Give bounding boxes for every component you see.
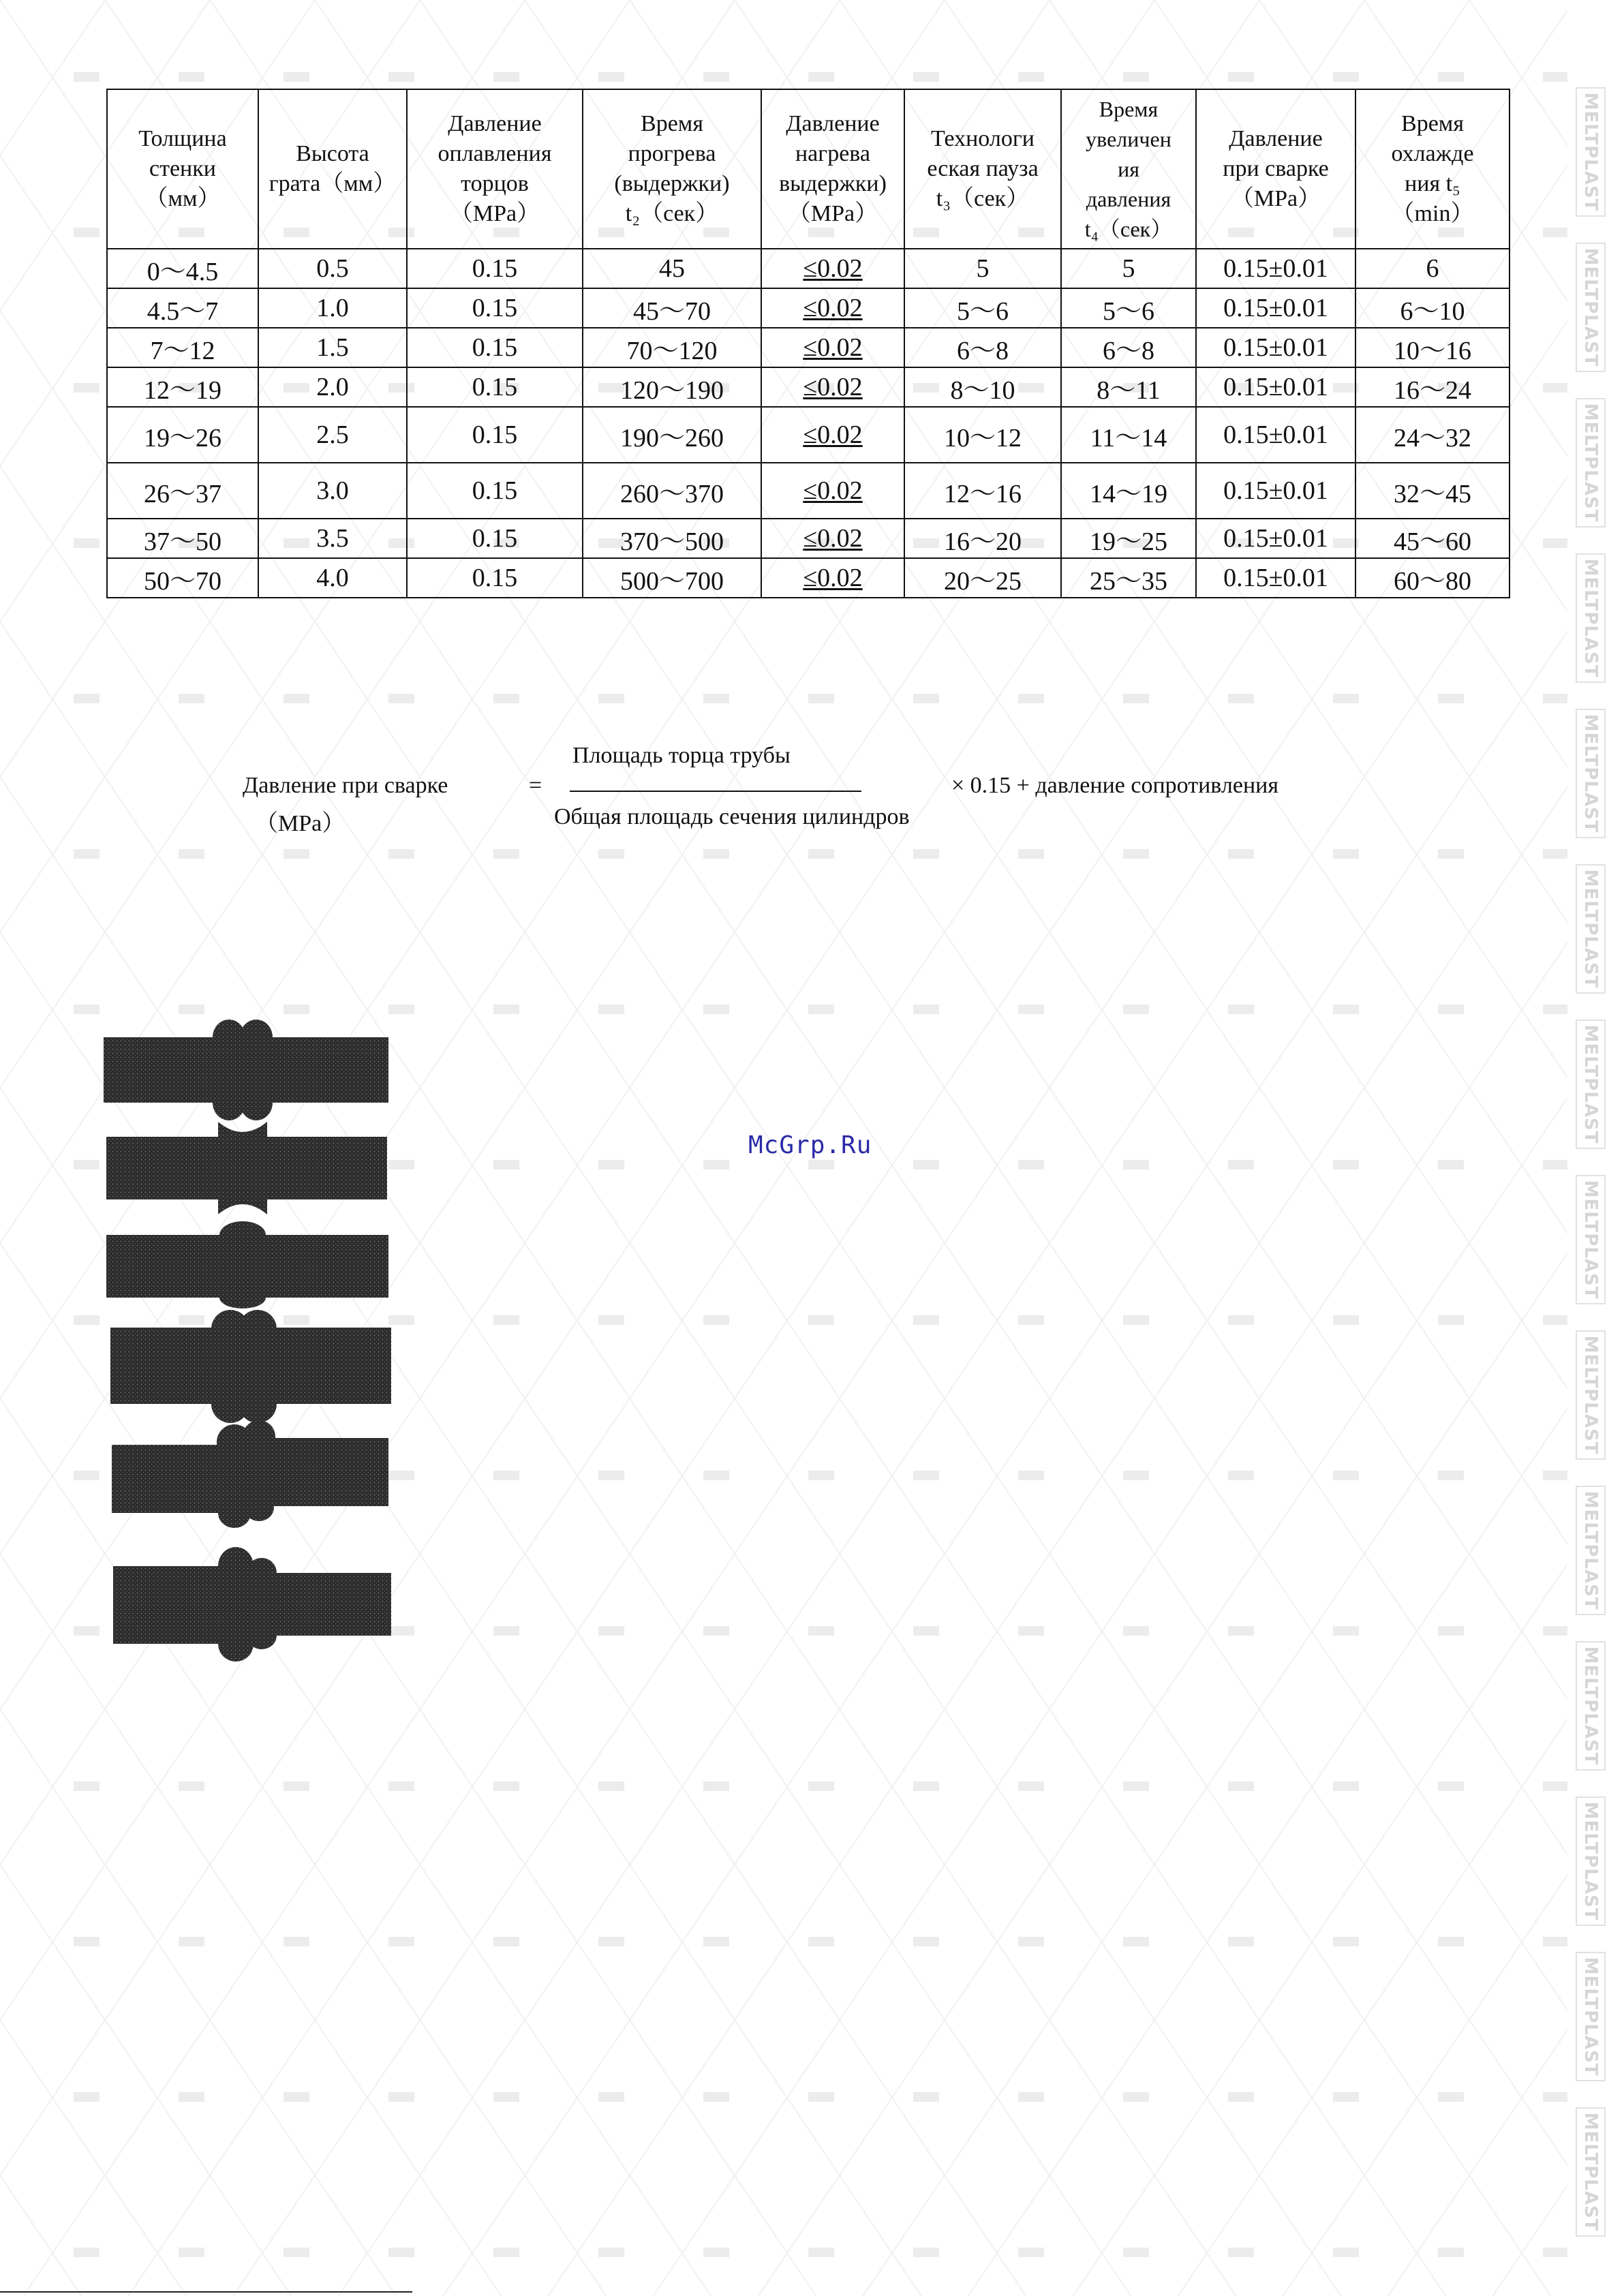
brand-watermark — [1576, 2107, 1606, 2237]
brand-watermark — [1576, 1641, 1606, 1771]
brand-watermark — [1576, 1796, 1606, 1926]
table-cell: ≤0.02 — [761, 519, 904, 558]
table-cell: 500～700 — [583, 558, 761, 598]
table-cell: ≤0.02 — [761, 558, 904, 598]
brand-watermark — [1576, 709, 1606, 838]
table-cell: 2.0 — [258, 367, 407, 407]
table-cell: 19～25 — [1061, 519, 1196, 558]
table-row — [107, 407, 1510, 463]
brand-watermark-text: MELTPLAST — [1580, 1024, 1601, 1144]
table-cell: 3.0 — [258, 463, 407, 519]
header-pressure-buildup-time — [1061, 89, 1196, 249]
header-line: нагрева — [795, 141, 871, 166]
brand-watermark-text: MELTPLAST — [1580, 403, 1601, 523]
header-cooling-time — [1355, 89, 1510, 249]
joint-figure-offset-bead — [112, 1420, 388, 1528]
table-cell: 10～16 — [1355, 328, 1510, 367]
table-cell: 6 — [1355, 249, 1510, 288]
formula-lhs: Давление при сварке — [243, 773, 448, 798]
table-cell: ≤0.02 — [761, 407, 904, 463]
table-cell: 20～25 — [904, 558, 1061, 598]
header-line: (выдержки) — [614, 171, 730, 196]
header-line: （MPa） — [449, 201, 540, 226]
table-cell: 25～35 — [1061, 558, 1196, 598]
header-line: при сварке — [1223, 156, 1329, 181]
table-cell: 0.15 — [407, 407, 583, 463]
table-cell: 70～120 — [583, 328, 761, 367]
header-heating-time — [583, 89, 761, 249]
brand-watermark-text: MELTPLAST — [1580, 1646, 1601, 1766]
table-row — [107, 463, 1510, 519]
header-line: давления — [1086, 187, 1171, 211]
formula-fraction-bar — [570, 791, 861, 792]
table-cell: 0.15 — [407, 367, 583, 407]
header-line: увеличен — [1086, 127, 1171, 151]
table-cell: 0.15±0.01 — [1196, 288, 1355, 328]
table-cell: ≤0.02 — [761, 367, 904, 407]
header-line: Время — [1401, 111, 1464, 136]
table-cell: 8～10 — [904, 367, 1061, 407]
formula-lhs-unit: （MPa） — [255, 811, 346, 836]
brand-watermark-text: MELTPLAST — [1580, 247, 1601, 367]
formula-equals: = — [529, 773, 542, 798]
header-line: прогрева — [628, 141, 716, 166]
header-line: Давление — [1229, 126, 1323, 151]
table-cell: 6～8 — [1061, 328, 1196, 367]
table-cell: 37～50 — [107, 519, 258, 558]
table-cell: 19～26 — [107, 407, 258, 463]
header-line: грата（мм） — [269, 171, 397, 196]
table-cell: 8～11 — [1061, 367, 1196, 407]
table-cell: 0.15 — [407, 288, 583, 328]
table-cell: 16～20 — [904, 519, 1061, 558]
table-row — [107, 519, 1510, 558]
table-cell: 190～260 — [583, 407, 761, 463]
header-line: выдержки) — [779, 171, 887, 196]
table-cell: 0.15±0.01 — [1196, 407, 1355, 463]
header-line: Давление — [448, 111, 542, 136]
table-cell: 26～37 — [107, 463, 258, 519]
header-line: t₂（сек） — [625, 201, 719, 226]
header-line: Время — [1099, 97, 1159, 121]
table-cell: 0.15 — [407, 249, 583, 288]
table-cell: 5～6 — [904, 288, 1061, 328]
joint-figure-notched — [106, 1122, 387, 1214]
header-melt-pressure — [407, 89, 583, 249]
table-cell: ≤0.02 — [761, 328, 904, 367]
table-cell: 0.15 — [407, 558, 583, 598]
formula-denominator: Общая площадь сечения цилиндров — [554, 804, 910, 829]
joint-figure-undersized-bead — [106, 1221, 388, 1308]
brand-watermark — [1576, 398, 1606, 527]
table-cell: 16～24 — [1355, 367, 1510, 407]
header-line: Толщина — [138, 126, 227, 151]
table-cell: 5 — [904, 249, 1061, 288]
brand-watermark — [1576, 553, 1606, 683]
table-row — [107, 328, 1510, 367]
table-cell: 260～370 — [583, 463, 761, 519]
brand-watermark-text: MELTPLAST — [1580, 714, 1601, 833]
table-cell: 4.0 — [258, 558, 407, 598]
weld-bead-figures — [95, 1015, 409, 1670]
brand-watermark — [1576, 1175, 1606, 1304]
joint-figure-good-bead — [104, 1020, 388, 1120]
brand-watermark — [1576, 1486, 1606, 1615]
brand-watermark-text: MELTPLAST — [1580, 92, 1601, 212]
brand-watermark-text: MELTPLAST — [1580, 1801, 1601, 1921]
header-line: （MPa） — [787, 201, 878, 226]
table-row — [107, 558, 1510, 598]
table-cell: 0～4.5 — [107, 249, 258, 288]
table-row — [107, 367, 1510, 407]
header-line: ия — [1118, 157, 1139, 181]
brand-watermark — [1576, 1952, 1606, 2081]
table-cell: 2.5 — [258, 407, 407, 463]
brand-watermark-text: MELTPLAST — [1580, 558, 1601, 678]
table-cell: 3.5 — [258, 519, 407, 558]
header-line: Давление — [786, 111, 880, 136]
header-line: еская пауза — [927, 156, 1039, 181]
table-cell: 10～12 — [904, 407, 1061, 463]
footer-rule — [0, 2291, 412, 2293]
brand-watermark-text: MELTPLAST — [1580, 1180, 1601, 1300]
table-cell: 6～10 — [1355, 288, 1510, 328]
table-cell: 6～8 — [904, 328, 1061, 367]
header-line: Время — [641, 111, 703, 136]
header-wall-thickness — [107, 89, 258, 249]
table-cell: 0.15±0.01 — [1196, 463, 1355, 519]
brand-watermark — [1576, 1330, 1606, 1460]
table-row — [107, 249, 1510, 288]
brand-watermark — [1576, 864, 1606, 994]
table-cell: 60～80 — [1355, 558, 1510, 598]
joint-figure-oversized-bead — [110, 1310, 391, 1423]
table-cell: 50～70 — [107, 558, 258, 598]
table-cell: 0.15±0.01 — [1196, 558, 1355, 598]
table-cell: 45～60 — [1355, 519, 1510, 558]
table-cell: 12～19 — [107, 367, 258, 407]
table-body — [107, 249, 1510, 598]
table-cell: 11～14 — [1061, 407, 1196, 463]
table-header-row — [107, 89, 1510, 249]
table-cell: ≤0.02 — [761, 249, 904, 288]
header-heating-pressure — [761, 89, 904, 249]
table-cell: 120～190 — [583, 367, 761, 407]
header-line: ния t₅ — [1405, 171, 1460, 196]
header-line: Высота — [296, 141, 369, 166]
header-line: （MPa） — [1230, 186, 1321, 211]
table-cell: 370～500 — [583, 519, 761, 558]
table-cell: 24～32 — [1355, 407, 1510, 463]
table-cell: 0.15±0.01 — [1196, 328, 1355, 367]
header-line: Технологи — [931, 126, 1035, 151]
formula-numerator: Площадь торца трубы — [572, 743, 791, 768]
table-cell: 5～6 — [1061, 288, 1196, 328]
table-cell: 45 — [583, 249, 761, 288]
header-bead-height — [258, 89, 407, 249]
site-label: McGrp.Ru — [748, 1131, 872, 1159]
joint-figure-mismatched-walls — [113, 1547, 391, 1662]
table-cell: 7～12 — [107, 328, 258, 367]
header-line: t₃（сек） — [936, 186, 1030, 211]
table-cell: 32～45 — [1355, 463, 1510, 519]
table-row — [107, 288, 1510, 328]
brand-watermark — [1576, 1020, 1606, 1149]
header-line: стенки — [149, 156, 216, 181]
table-cell: 5 — [1061, 249, 1196, 288]
table-cell: 1.5 — [258, 328, 407, 367]
brand-watermark-text: MELTPLAST — [1580, 1957, 1601, 2077]
header-line: охлажде — [1391, 141, 1474, 166]
formula-rhs: × 0.15 + давление сопротивления — [951, 773, 1278, 798]
header-line: （мм） — [144, 186, 221, 211]
table-cell: ≤0.02 — [761, 463, 904, 519]
table-cell: 1.0 — [258, 288, 407, 328]
header-welding-pressure — [1196, 89, 1355, 249]
table-cell: 0.15±0.01 — [1196, 249, 1355, 288]
brand-watermark-text: MELTPLAST — [1580, 1335, 1601, 1455]
brand-watermark — [1576, 243, 1606, 372]
header-line: （min） — [1391, 201, 1474, 226]
table-cell: 0.15 — [407, 328, 583, 367]
table-cell: 45～70 — [583, 288, 761, 328]
table-cell: 0.15±0.01 — [1196, 519, 1355, 558]
table-cell: 0.15 — [407, 463, 583, 519]
table-cell: 12～16 — [904, 463, 1061, 519]
brand-watermark — [1576, 87, 1606, 217]
welding-parameters-table — [106, 89, 1510, 598]
table-cell: 4.5～7 — [107, 288, 258, 328]
table-cell: 0.15±0.01 — [1196, 367, 1355, 407]
brand-watermark-text: MELTPLAST — [1580, 2112, 1601, 2232]
table-cell: ≤0.02 — [761, 288, 904, 328]
table-cell: 14～19 — [1061, 463, 1196, 519]
brand-watermark-text: MELTPLAST — [1580, 1490, 1601, 1610]
table-cell: 0.5 — [258, 249, 407, 288]
table-cell: 0.15 — [407, 519, 583, 558]
brand-watermark-text: MELTPLAST — [1580, 869, 1601, 989]
header-line: t₄（сек） — [1084, 217, 1173, 241]
header-changeover-time — [904, 89, 1061, 249]
header-line: торцов — [461, 171, 529, 196]
header-line: оплавления — [438, 141, 552, 166]
